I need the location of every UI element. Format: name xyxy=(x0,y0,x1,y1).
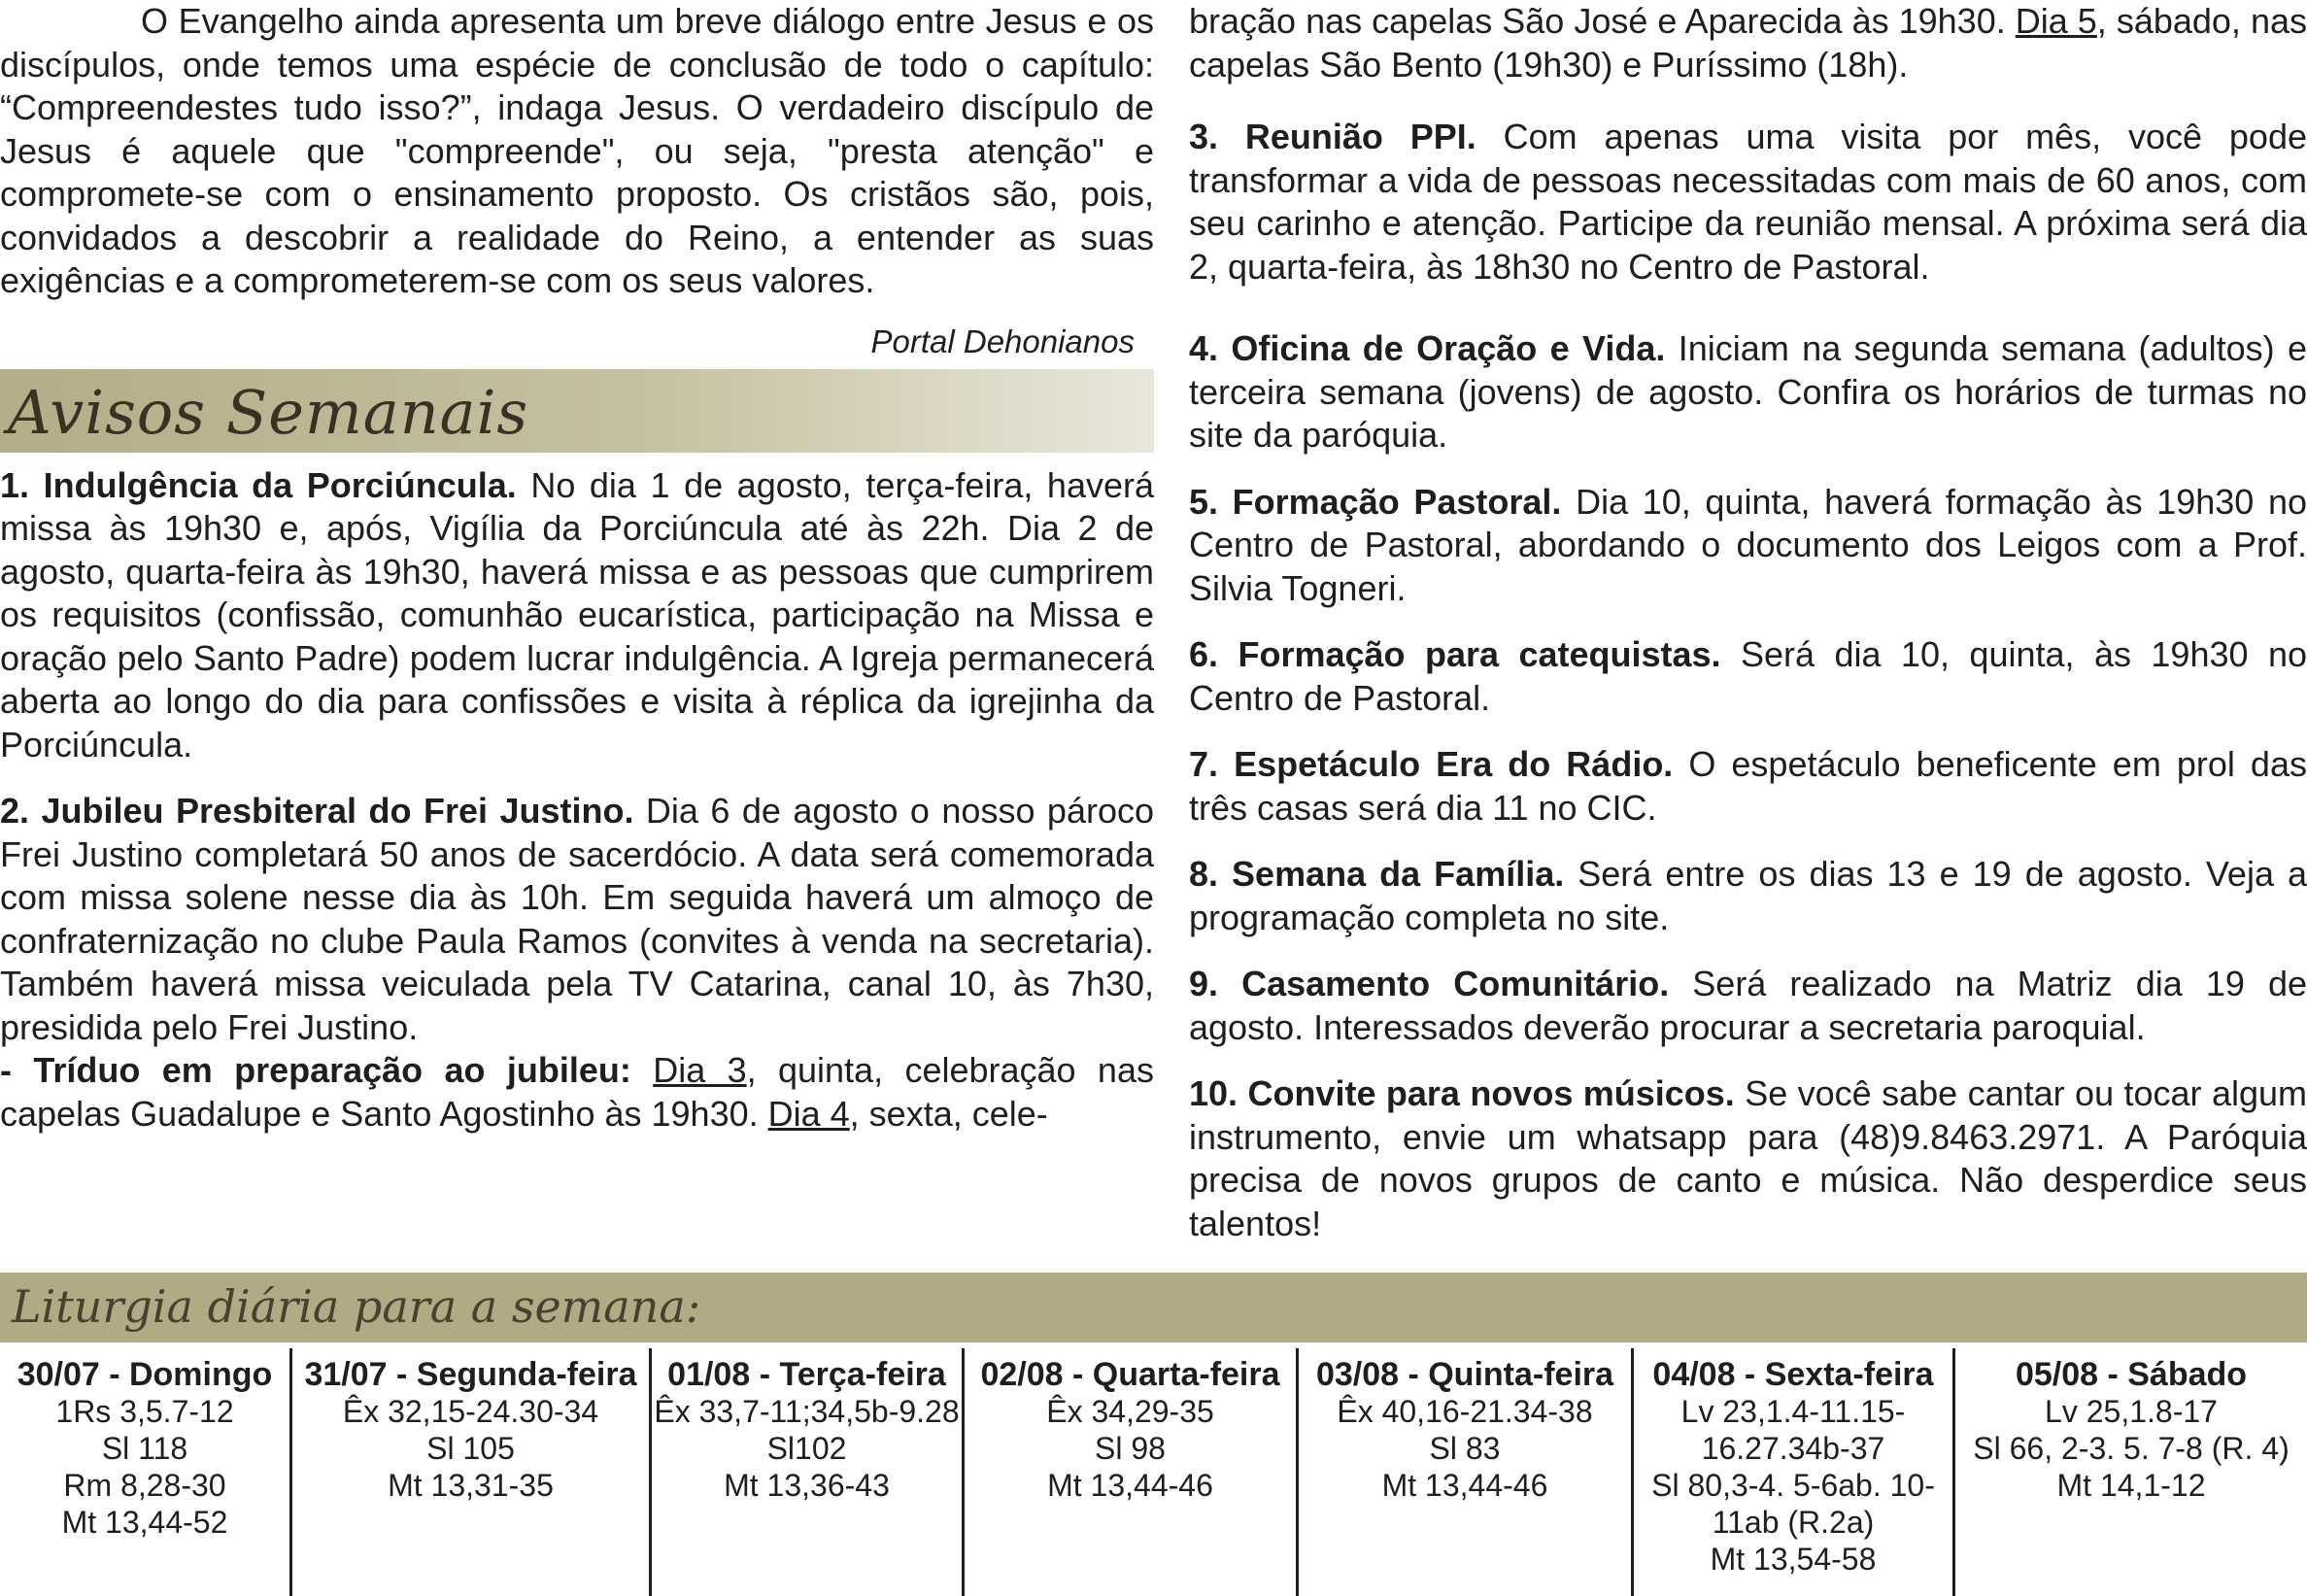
triduo-paragraph xyxy=(0,1049,1154,1136)
liturgia-reading: Êx 33,7-11;34,5b-9.28 xyxy=(654,1394,960,1429)
liturgia-day-header: 03/08 - Quinta-feira xyxy=(1315,1356,1614,1393)
aviso-item-10-text: Se você sabe cantar ou tocar algum instrumento, envie um whatsapp para (48)9.8463.2971. A Paróquia precisa de novos grupos de canto e música. Não desperdice seus talentos! xyxy=(1189,1073,2307,1243)
triduo-continuation xyxy=(1189,0,2307,86)
liturgia-day-header: 30/07 - Domingo xyxy=(17,1356,273,1393)
aviso-item-1 xyxy=(0,464,1154,767)
liturgia-reading: Sl 80,3-4. 5-6ab. 10-11ab (R.2a) xyxy=(1651,1468,1935,1540)
aviso-item-8-text: Será entre os dias 13 e 19 de agosto. Veja a programação completa no site. xyxy=(1189,854,2307,937)
aviso-item-4-text: Iniciam na segunda semana (adultos) e terceira semana (jovens) de agosto. Confira os horários de turmas no site da paróquia. xyxy=(1189,328,2307,455)
aviso-item-7 xyxy=(1189,743,2307,830)
aviso-item-1-text: No dia 1 de agosto, terça-feira, haverá missa às 19h30 e, após, Vigília da Porciúncula até às 22h. Dia 2 de agosto, quarta-feira às 19h30, haverá missa e as pessoas que cumprirem os requisitos (confissão, comunhão eucarística, participação na Missa e oração pelo Santo Padre) podem lucrar indulgência. A Igreja permanecerá aberta ao longo do dia para confissões e visita à réplica da igrejinha da Porciúncula. xyxy=(0,464,1154,764)
aviso-item-3 xyxy=(1189,116,2307,289)
triduo-day-5: Dia 5 xyxy=(2015,1,2097,41)
liturgia-reading: 1Rs 3,5.7-12 xyxy=(55,1394,234,1429)
aviso-item-7-title: 7. Espetáculo Era do Rádio. xyxy=(1189,744,1674,784)
liturgia-header-band xyxy=(0,1273,2307,1342)
liturgia-reading: Mt 13,44-46 xyxy=(1047,1468,1213,1503)
liturgia-reading: Mt 13,36-43 xyxy=(724,1468,890,1503)
intro-paragraph: O Evangelho ainda apresenta um breve diálogo entre Jesus e os discípulos, onde temos uma espécie de conclusão de todo o capítulo: “Compreendestes tudo isso?”, indaga Jesus. O verdadeiro discípulo de Jesus é aquele que "compreende", ou seja, "presta atenção" e compromete-se com o ensinamento proposto. Os cristãos são, pois, convidados a descobrir a realidade do Reino, a entender as suas exigências e a comprometerem-se com os seus valores. xyxy=(0,1,1154,300)
aviso-item-10-title: 10. Convite para novos músicos. xyxy=(1189,1073,1735,1113)
liturgia-day-wednesday xyxy=(965,1348,1299,1596)
aviso-item-2 xyxy=(0,790,1154,1049)
triduo-day-3-text: , quinta, celebração nas capelas Guadalupe e Santo Agostinho às 19h30. xyxy=(0,1050,1154,1134)
liturgia-day-friday xyxy=(1634,1348,1955,1596)
liturgia-reading: Mt 13,44-52 xyxy=(61,1505,228,1540)
triduo-cont-text: bração nas capelas São José e Aparecida às 19h30. xyxy=(1189,1,2016,41)
aviso-item-3-title: 3. Reunião PPI. xyxy=(1189,117,1476,156)
liturgia-reading: Mt 13,44-46 xyxy=(1381,1468,1548,1503)
liturgia-reading: Rm 8,28-30 xyxy=(63,1468,226,1503)
aviso-item-5-title: 5. Formação Pastoral. xyxy=(1189,481,1562,522)
aviso-item-6-text: Será dia 10, quinta, às 19h30 no Centro de Pastoral. xyxy=(1189,634,2307,718)
aviso-item-1-title: 1. Indulgência da Porciúncula. xyxy=(0,464,517,505)
aviso-item-2-text: Dia 6 de agosto o nosso pároco Frei Justino completará 50 anos de sacerdócio. A data será comemorada com missa solene nesse dia às 10h. Em seguida haverá um almoço de confraternização no clube Paula Ramos (convites à venda na secretaria). Também haverá missa veiculada pela TV Catarina, canal 10, às 7h30, presidida pelo Frei Justino. xyxy=(0,791,1154,1047)
left-column xyxy=(0,0,1154,1136)
triduo-day-3: Dia 3 xyxy=(653,1050,747,1090)
liturgia-reading: Mt 14,1-12 xyxy=(2056,1468,2206,1503)
liturgia-day-header: 02/08 - Quarta-feira xyxy=(980,1356,1280,1393)
avisos-header-band xyxy=(0,369,1154,453)
aviso-item-6-title: 6. Formação para catequistas. xyxy=(1189,634,1721,674)
right-column xyxy=(1189,0,2307,1245)
liturgia-section xyxy=(0,1273,2307,1577)
liturgia-reading: Lv 25,1.8-17 xyxy=(2045,1394,2218,1429)
aviso-item-6 xyxy=(1189,633,2307,720)
liturgia-day-thursday xyxy=(1299,1348,1634,1596)
aviso-item-9 xyxy=(1189,963,2307,1049)
source-credit: Portal Dehonianos xyxy=(870,323,1135,359)
aviso-item-8-title: 8. Semana da Família. xyxy=(1189,854,1565,894)
aviso-item-10 xyxy=(1189,1072,2307,1245)
liturgia-day-header: 01/08 - Terça-feira xyxy=(667,1356,946,1393)
aviso-item-8 xyxy=(1189,853,2307,939)
triduo-day-4-text: , sexta, cele- xyxy=(849,1093,1048,1134)
avisos-title: Avisos Semanais xyxy=(8,376,529,448)
liturgia-day-saturday xyxy=(1955,1348,2307,1596)
liturgia-reading: Mt 13,31-35 xyxy=(388,1468,554,1503)
aviso-item-5 xyxy=(1189,481,2307,611)
liturgia-title: Liturgia diária para a semana: xyxy=(12,1280,701,1333)
aviso-item-9-title: 9. Casamento Comunitário. xyxy=(1189,964,1670,1003)
liturgia-day-tuesday xyxy=(652,1348,965,1596)
liturgia-reading: Sl 83 xyxy=(1429,1431,1501,1466)
liturgia-reading: Êx 40,16-21.34-38 xyxy=(1337,1394,1593,1429)
liturgia-day-header: 05/08 - Sábado xyxy=(2015,1356,2248,1393)
aviso-item-4-title: 4. Oficina de Oração e Vida. xyxy=(1189,328,1666,368)
aviso-item-3-text: Com apenas uma visita por mês, você pode transformar a vida de pessoas necessitadas com mais de 60 anos, com seu carinho e atenção. Participe da reunião mensal. A próxima será dia 2, quarta-feira, às 18h30 no Centro de Pastoral. xyxy=(1189,117,2307,287)
liturgia-reading: Êx 34,29-35 xyxy=(1046,1394,1214,1429)
liturgia-day-sunday xyxy=(0,1348,292,1596)
triduo-title: - Tríduo em preparação ao jubileu: xyxy=(0,1050,631,1090)
liturgia-reading: Sl 105 xyxy=(426,1431,515,1466)
liturgia-reading: Êx 32,15-24.30-34 xyxy=(342,1394,599,1429)
liturgia-reading: Mt 13,54-58 xyxy=(1710,1542,1877,1577)
aviso-item-7-text: O espetáculo beneficente em prol das três casas será dia 11 no CIC. xyxy=(1189,744,2307,828)
liturgia-reading: Sl 66, 2-3. 5. 7-8 (R. 4) xyxy=(1973,1431,2290,1466)
avisos-left-list xyxy=(0,464,1154,1137)
triduo-day-5-text: , sábado, nas capelas São Bento (19h30) e Puríssimo (18h). xyxy=(1189,1,2307,85)
aviso-item-4 xyxy=(1189,327,2307,458)
liturgia-reading: Lv 23,1.4-11.15-16.27.34b-37 xyxy=(1680,1394,1906,1466)
liturgia-reading: Sl 98 xyxy=(1095,1431,1166,1466)
aviso-item-5-text: Dia 10, quinta, haverá formação às 19h30 no Centro de Pastoral, abordando o documento dos Leigos com a Prof. Silvia Togneri. xyxy=(1189,481,2307,608)
triduo-day-4: Dia 4 xyxy=(767,1093,850,1134)
aviso-item-2-title: 2. Jubileu Presbiteral do Frei Justino. xyxy=(0,791,634,831)
liturgia-day-header: 04/08 - Sexta-feira xyxy=(1652,1356,1934,1393)
liturgia-day-monday xyxy=(292,1348,652,1596)
liturgia-reading: Sl102 xyxy=(766,1431,847,1466)
liturgia-reading: Sl 118 xyxy=(101,1431,188,1466)
aviso-item-9-text: Será realizado na Matriz dia 19 de agosto. Interessados deverão procurar a secretaria paroquial. xyxy=(1189,964,2307,1047)
liturgia-day-header: 31/07 - Segunda-feira xyxy=(304,1356,637,1393)
liturgia-table xyxy=(0,1348,2307,1596)
